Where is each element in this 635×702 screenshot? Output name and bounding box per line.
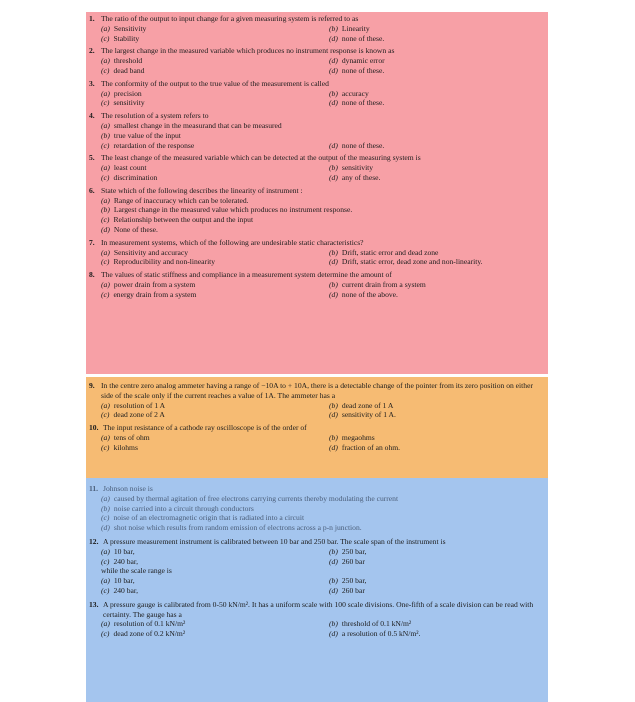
question-number: 12. bbox=[89, 536, 99, 546]
option-b: (b) accuracy bbox=[329, 88, 369, 98]
option-c: (c) sensitivity bbox=[101, 98, 145, 108]
option-d: (d) none of these. bbox=[329, 98, 385, 108]
option-d: (d) sensitivity of 1 A. bbox=[329, 410, 396, 420]
question-number: 7. bbox=[89, 237, 95, 247]
question-1 bbox=[86, 14, 548, 43]
option-b: (b) threshold of 0.1 kN/m² bbox=[329, 619, 412, 629]
option-d: (d) 260 bar bbox=[329, 556, 365, 566]
option-d: (d) None of these. bbox=[101, 224, 158, 234]
question-text: The ratio of the output to input change for a given measuring system is referred to as bbox=[101, 14, 359, 23]
question-8 bbox=[86, 270, 548, 299]
question-number: 13. bbox=[89, 599, 99, 609]
option-d: (d) none of the above. bbox=[329, 289, 398, 299]
option-c: (c) retardation of the response bbox=[101, 140, 195, 150]
section-orange bbox=[86, 377, 548, 479]
question-3 bbox=[86, 79, 548, 108]
option-c: (c) 240 bar, bbox=[101, 556, 139, 566]
question-text: The values of static stiffness and compliance in a measurement system determine the amount of bbox=[101, 270, 392, 280]
option-c: (c) dead zone of 0.2 kN/m² bbox=[101, 629, 186, 639]
option-c: (c) Reproducibility and non-linearity bbox=[101, 257, 216, 267]
question-10 bbox=[86, 423, 548, 452]
question-text: The least change of the measured variable which can be detected at the output of the measuring system is bbox=[101, 153, 421, 163]
question-number: 8. bbox=[89, 270, 95, 280]
sub-option-c: (c) 240 bar, bbox=[101, 585, 139, 595]
option-d: (d) none of these. bbox=[329, 65, 385, 75]
question-number: 9. bbox=[89, 381, 95, 390]
question-number: 11. bbox=[89, 484, 99, 493]
option-a: (a) smallest change in the measurand that can be measured bbox=[101, 120, 282, 130]
option-a: (a) threshold bbox=[101, 56, 143, 66]
question-text: The conformity of the output to the true value of the measurement is called bbox=[101, 78, 329, 88]
sub-question-label: while the scale range is bbox=[101, 566, 172, 576]
question-page bbox=[86, 12, 548, 702]
option-c: (c) noise of an electromagnetic origin that is radiated into a circuit bbox=[101, 513, 305, 523]
question-number: 4. bbox=[89, 111, 95, 121]
section-red bbox=[86, 12, 548, 374]
section-blue bbox=[86, 478, 548, 702]
option-d: (d) shot noise which results from random emission of electrons across a p-n junction. bbox=[101, 523, 362, 533]
question-5 bbox=[86, 153, 548, 182]
option-c: (c) dead band bbox=[101, 65, 145, 75]
option-d: (d) any of these. bbox=[329, 172, 381, 182]
option-a: (a) resolution of 1 A bbox=[101, 400, 166, 410]
question-text: State which of the following describes the linearity of instrument : bbox=[101, 185, 303, 195]
question-text: A pressure measurement instrument is calibrated between 10 bar and 250 bar. The scale span of the instrument is bbox=[103, 536, 446, 546]
option-a: (a) tens of ohm bbox=[101, 432, 150, 442]
question-text: In the centre zero analog ammeter having a range of −10A to + 10A, there is a detectable change of the pointer from its zero position on either side of the scale only if the current reaches a value of 1A. The ammeter has a bbox=[101, 381, 533, 400]
question-number: 6. bbox=[89, 185, 95, 195]
option-b: (b) true value of the input bbox=[101, 130, 181, 140]
question-number: 3. bbox=[89, 78, 95, 88]
question-2 bbox=[86, 46, 548, 75]
question-number: 5. bbox=[89, 153, 95, 163]
option-d: (d) dynamic error bbox=[329, 56, 385, 66]
question-text: The resolution of a system refers to bbox=[101, 111, 209, 121]
option-b: (b) Drift, static error and dead zone bbox=[329, 247, 439, 257]
question-13 bbox=[86, 600, 548, 639]
question-12 bbox=[86, 537, 548, 596]
question-number: 2. bbox=[89, 46, 95, 56]
option-b: (b) megaohms bbox=[329, 432, 375, 442]
option-c: (c) energy drain from a system bbox=[101, 289, 197, 299]
option-a: (a) precision bbox=[101, 88, 142, 98]
option-c: (c) kilohms bbox=[101, 442, 138, 452]
option-c: (c) discrimination bbox=[101, 172, 158, 182]
sub-option-b: (b) 250 bar, bbox=[329, 576, 367, 586]
question-4 bbox=[86, 111, 548, 150]
option-d: (d) a resolution of 0.5 kN/m². bbox=[329, 629, 421, 639]
question-number: 10. bbox=[89, 423, 99, 433]
option-b: (b) Largest change in the measured value which produces no instrument response. bbox=[101, 205, 353, 215]
option-a: (a) least count bbox=[101, 163, 147, 173]
option-c: (c) Relationship between the output and the input bbox=[101, 215, 254, 225]
option-a: (a) power drain from a system bbox=[101, 279, 196, 289]
question-text: A pressure gauge is calibrated from 0-50 kN/m². It has a uniform scale with 100 scale divisions. One-fifth of a scale division can be read with certainty. The gauge has a bbox=[103, 599, 534, 619]
option-c: (c) Stability bbox=[101, 33, 140, 43]
option-b: (b) current drain from a system bbox=[329, 279, 426, 289]
question-7 bbox=[86, 238, 548, 267]
sub-option-a: (a) 10 bar, bbox=[101, 576, 135, 586]
option-a: (a) 10 bar, bbox=[101, 546, 135, 556]
option-c: (c) dead zone of 2 A bbox=[101, 410, 165, 420]
question-text: The largest change in the measured variable which produces no instrument response is known as bbox=[101, 46, 395, 56]
option-b: (b) Linearity bbox=[329, 23, 370, 33]
question-text: Johnson noise is bbox=[103, 484, 153, 493]
option-a: (a) Sensitivity and accuracy bbox=[101, 247, 189, 257]
question-6 bbox=[86, 186, 548, 235]
option-b: (b) 250 bar, bbox=[329, 546, 367, 556]
option-a: (a) caused by thermal agitation of free electrons carrying currents thereby modulating the current bbox=[101, 493, 399, 503]
option-d: (d) none of these. bbox=[329, 140, 385, 150]
option-d: (d) none of these. bbox=[329, 33, 385, 43]
option-b: (b) sensitivity bbox=[329, 163, 374, 173]
option-b: (b) noise carried into a circuit through conductors bbox=[101, 503, 254, 513]
sub-option-d: (d) 260 bar bbox=[329, 585, 365, 595]
question-text: In measurement systems, which of the following are undesirable static characteristics? bbox=[101, 237, 364, 247]
option-d: (d) fraction of an ohm. bbox=[329, 442, 401, 452]
option-d: (d) Drift, static error, dead zone and non-linearity. bbox=[329, 257, 483, 267]
question-text: The input resistance of a cathode ray oscilloscope is of the order of bbox=[103, 423, 307, 433]
question-9 bbox=[86, 381, 548, 420]
question-11 bbox=[86, 484, 548, 533]
question-number: 1. bbox=[89, 14, 95, 23]
option-a: (a) resolution of 0.1 kN/m² bbox=[101, 619, 186, 629]
option-a: (a) Range of inaccuracy which can be tolerated. bbox=[101, 195, 249, 205]
option-b: (b) dead zone of 1 A bbox=[329, 400, 394, 410]
option-a: (a) Sensitivity bbox=[101, 23, 147, 33]
